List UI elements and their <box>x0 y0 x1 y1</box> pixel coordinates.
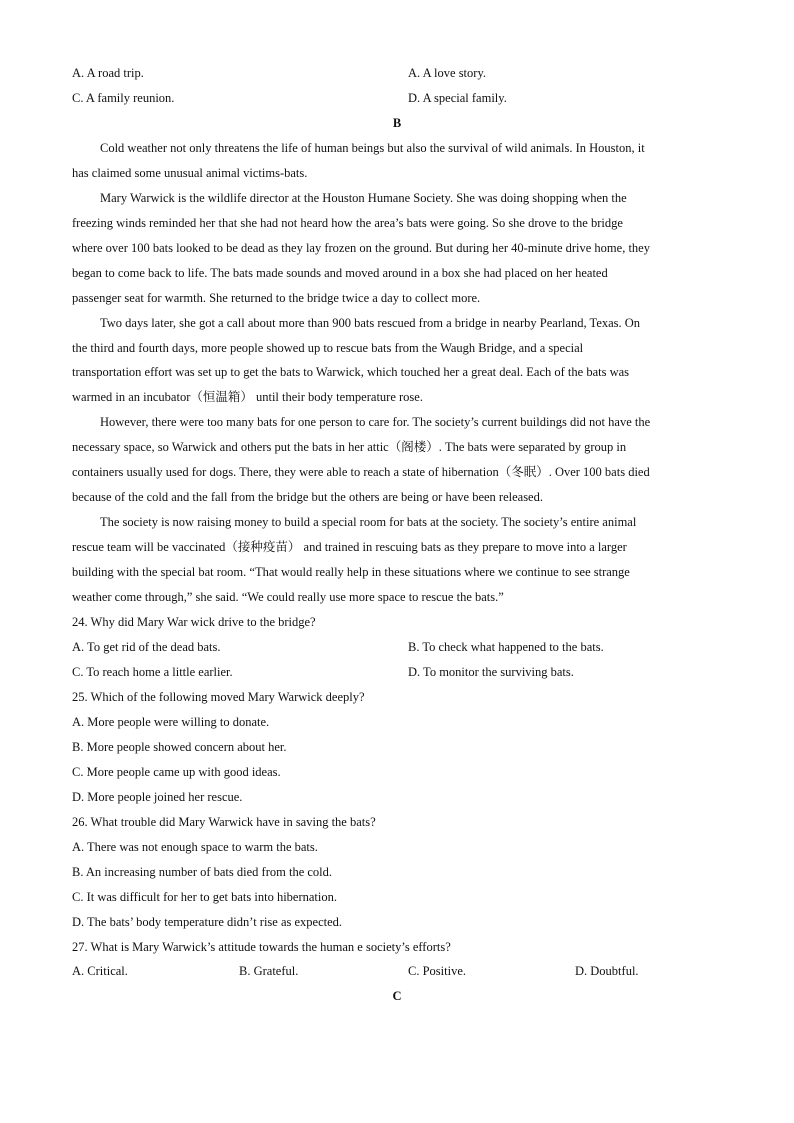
passage-line: the third and fourth days, more people showed up to rescue bats from the Waugh Bridge, and a special <box>72 341 584 355</box>
question-26-stem: 26. What trouble did Mary Warwick have in saving the bats? <box>72 815 376 829</box>
passage-line: passenger seat for warmth. She returned to the bridge twice a day to collect more. <box>72 291 481 305</box>
passage-line: freezing winds reminded her that she had not heard how the area’s bats were going. So she drove to the bridge <box>72 216 623 230</box>
question-25-stem: 25. Which of the following moved Mary Warwick deeply? <box>72 690 365 704</box>
passage-line: Two days later, she got a call about more than 900 bats rescued from a bridge in nearby Pearland, Texas. On <box>100 316 641 330</box>
question-24-stem: 24. Why did Mary War wick drive to the bridge? <box>72 615 316 629</box>
passage-line: has claimed some unusual animal victims-bats. <box>72 166 308 180</box>
passage-line: necessary space, so Warwick and others put the bats in her attic（阁楼）. The bats were separated by group in <box>72 440 627 454</box>
q27-option-a: A. Critical. <box>72 964 128 978</box>
q24-option-d: D. To monitor the surviving bats. <box>408 665 574 679</box>
prev-option-b: A. A love story. <box>408 66 487 80</box>
section-c-heading: C <box>392 989 402 1003</box>
q25-option-b: B. More people showed concern about her. <box>72 740 287 754</box>
passage-line: where over 100 bats looked to be dead as they lay frozen on the ground. But during her 40-minute drive home, they <box>72 241 650 255</box>
passage-line: transportation effort was set up to get the bats to Warwick, which touched her a great deal. Each of the bats was <box>72 365 630 379</box>
prev-option-c: C. A family reunion. <box>72 91 175 105</box>
q25-option-a: A. More people were willing to donate. <box>72 715 270 729</box>
prev-option-a: A. A road trip. <box>72 66 144 80</box>
passage-line: building with the special bat room. “That would really help in these situations where we continue to see strange <box>72 565 630 579</box>
q27-option-c: C. Positive. <box>408 964 466 978</box>
q26-option-d: D. The bats’ body temperature didn’t rise as expected. <box>72 915 343 929</box>
q26-option-b: B. An increasing number of bats died from the cold. <box>72 865 333 879</box>
q26-option-a: A. There was not enough space to warm the bats. <box>72 840 318 854</box>
q26-option-c: C. It was difficult for her to get bats into hibernation. <box>72 890 337 904</box>
passage-line: containers usually used for dogs. There, they were able to reach a state of hibernation（冬眠）. Over 100 bats died <box>72 465 650 479</box>
passage-line: began to come back to life. The bats made sounds and moved around in a box she had placed on her heated <box>72 266 608 280</box>
q25-option-c: C. More people came up with good ideas. <box>72 765 281 779</box>
question-27-stem: 27. What is Mary Warwick’s attitude towards the human e society’s efforts? <box>72 940 451 954</box>
passage-line: rescue team will be vaccinated（接种疫苗） and trained in rescuing bats as they prepare to move into a larger <box>72 540 627 554</box>
passage-line: The society is now raising money to build a special room for bats at the society. The society’s entire animal <box>100 515 637 529</box>
q25-option-d: D. More people joined her rescue. <box>72 790 243 804</box>
passage-line: warmed in an incubator（恒温箱） until their body temperature rose. <box>72 390 423 404</box>
passage-line: However, there were too many bats for one person to care for. The society’s current buildings did not have the <box>100 415 651 429</box>
passage-line: Mary Warwick is the wildlife director at the Houston Humane Society. She was doing shopping when the <box>100 191 627 205</box>
passage-line: Cold weather not only threatens the life of human beings but also the survival of wild animals. In Houston, it <box>100 141 645 155</box>
q27-option-d: D. Doubtful. <box>575 964 639 978</box>
q24-option-b: B. To check what happened to the bats. <box>408 640 604 654</box>
prev-option-d: D. A special family. <box>408 91 507 105</box>
section-b-heading: B <box>392 116 402 130</box>
q24-option-c: C. To reach home a little earlier. <box>72 665 233 679</box>
q24-option-a: A. To get rid of the dead bats. <box>72 640 221 654</box>
q27-option-b: B. Grateful. <box>239 964 299 978</box>
passage-line: because of the cold and the fall from the bridge but the others are being or have been released. <box>72 490 543 504</box>
passage-line: weather come through,” she said. “We could really use more space to rescue the bats.” <box>72 590 504 604</box>
